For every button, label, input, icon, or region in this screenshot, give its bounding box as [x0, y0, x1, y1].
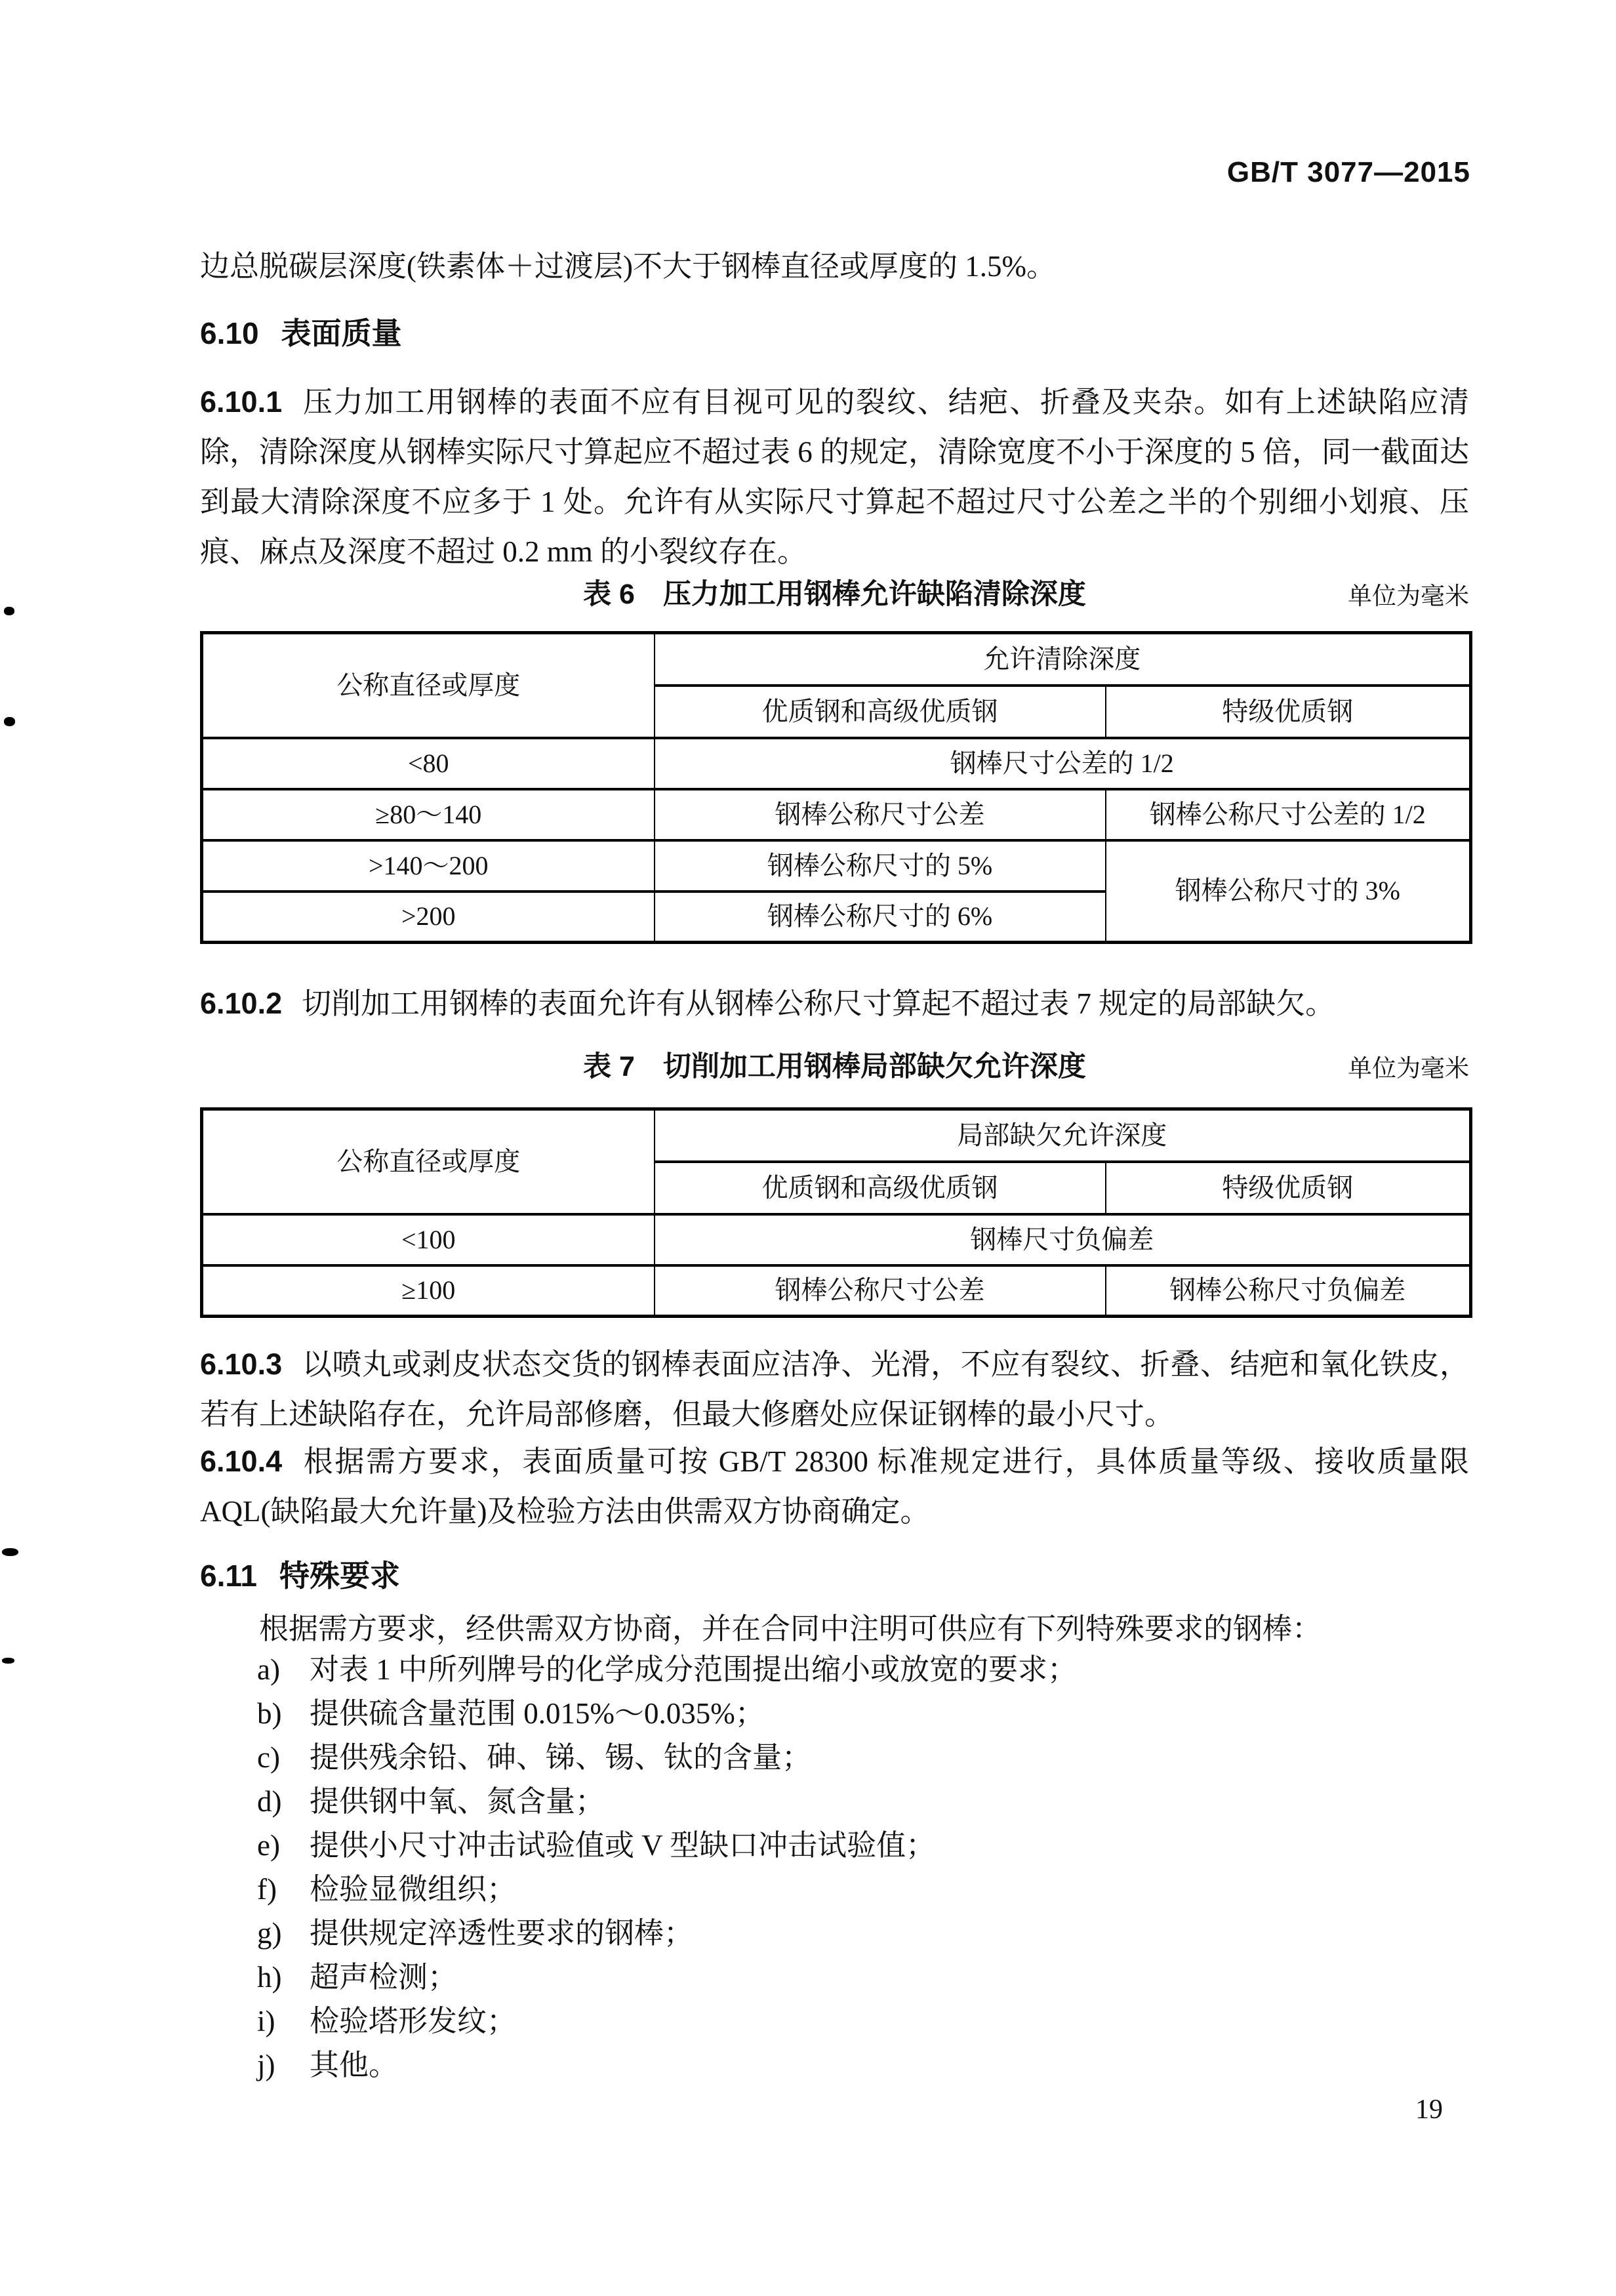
clause-number: 6.10.2: [200, 987, 283, 1020]
clause-number: 6.10.1: [200, 385, 283, 419]
clause-611-intro: [200, 1604, 1469, 1654]
table6-r1-value: 钢棒尺寸公差的 1/2: [655, 738, 1471, 789]
table6-r1-size: <80: [202, 738, 655, 789]
list-item-text: 提供残余铅、砷、锑、锡、钛的含量；: [310, 1741, 812, 1774]
table-row: [202, 1265, 1471, 1317]
table7-caption-row: [200, 1048, 1469, 1085]
list-item: [257, 1912, 1470, 1956]
table7-r2-special: 钢棒公称尺寸负偏差: [1106, 1265, 1471, 1317]
clause-text: 以喷丸或剥皮状态交货的钢棒表面应洁净、光滑，不应有裂纹、折叠、结疤和氧化铁皮，若有上述缺陷存在，允许局部修磨，但最大修磨处应保证钢棒的最小尺寸。: [200, 1348, 1469, 1431]
page-number: 19: [1415, 2095, 1443, 2125]
list-item-text: 对表 1 中所列牌号的化学成分范围提出缩小或放宽的要求；: [310, 1653, 1078, 1686]
clause-number: 6.10.3: [200, 1347, 283, 1381]
table-row: [202, 1109, 1471, 1162]
table7-group-header: 局部缺欠允许深度: [655, 1109, 1471, 1162]
table6-unit-note: 单位为毫米: [1348, 583, 1469, 610]
list-item-text: 检验塔形发纹；: [310, 2005, 517, 2038]
table7-size-header: 公称直径或厚度: [202, 1109, 655, 1214]
section-heading-611: [200, 1556, 1469, 1595]
table6-r2-size: ≥80～140: [202, 789, 655, 840]
table7-unit-note: 单位为毫米: [1348, 1056, 1469, 1082]
clause-6103: [200, 1340, 1469, 1439]
list-item: [257, 1956, 1470, 1999]
list-item: [257, 1736, 1470, 1780]
scan-artifact-mark: [2, 1548, 18, 1556]
table6-group-header: 允许清除深度: [655, 633, 1471, 686]
table-row: [202, 633, 1471, 686]
clause-text: 根据需方要求，表面质量可按 GB/T 28300 标准规定进行，具体质量等级、接收质量限 AQL(缺陷最大允许量)及检验方法由供需双方协商确定。: [200, 1445, 1469, 1528]
table6-subheader-special: 特级优质钢: [1106, 686, 1471, 738]
scan-artifact-mark: [4, 717, 15, 726]
table6-r3-quality: 钢棒公称尺寸的 5%: [655, 840, 1106, 892]
list-item-text: 超声检测；: [310, 1961, 458, 1994]
table7-caption: 表 7 切削加工用钢棒局部缺欠允许深度: [583, 1051, 1086, 1082]
table6-r4-quality: 钢棒公称尺寸的 6%: [655, 892, 1106, 943]
paragraph-text: 边总脱碳层深度(铁素体＋过渡层)不大于钢棒直径或厚度的 1.5%。: [200, 250, 1056, 283]
clause-text: 压力加工用钢棒的表面不应有目视可见的裂纹、结疤、折叠及夹杂。如有上述缺陷应清除，清除深度从钢棒实际尺寸算起应不超过表 6 的规定，清除宽度不小于深度的 5 倍，同一截面达到最大清除深度不应多于 1 处。允许有从实际尺寸算起不超过尺寸公差之半的个别细小划痕、压痕、麻点及深度不超过 0.2 mm 的小裂纹存在。: [200, 386, 1470, 568]
standard-code: GB/T 3077—2015: [1226, 156, 1470, 188]
paragraph-decarburization: [200, 241, 1469, 291]
table6-r4-size: >200: [202, 892, 655, 943]
list-item-label: d): [257, 1785, 282, 1818]
clause-6101: [200, 377, 1469, 577]
list-item-label: e): [257, 1829, 280, 1862]
section-title: 表面质量: [281, 316, 402, 350]
table6-r3-size: >140～200: [202, 840, 655, 892]
section-number: 6.10: [200, 316, 259, 350]
table-row: [202, 1214, 1471, 1265]
list-item-text: 其他。: [310, 2049, 399, 2081]
list-item: [257, 2043, 1470, 2087]
table-row: [202, 789, 1471, 840]
special-requirements-list: [257, 1648, 1470, 2087]
table6-subheader-quality: 优质钢和高级优质钢: [655, 686, 1106, 738]
list-item: [257, 1648, 1470, 1692]
clause-text: 根据需方要求，经供需双方协商，并在合同中注明可供应有下列特殊要求的钢棒：: [259, 1612, 1322, 1645]
table7-subheader-quality: 优质钢和高级优质钢: [655, 1162, 1106, 1214]
list-item-text: 提供硫含量范围 0.015%～0.035%；: [310, 1697, 765, 1730]
table6-r3-special: 钢棒公称尺寸的 3%: [1106, 840, 1471, 943]
list-item-text: 提供小尺寸冲击试验值或 V 型缺口冲击试验值；: [310, 1829, 936, 1862]
table-row: [202, 840, 1471, 892]
table-7: [200, 1107, 1472, 1318]
list-item-label: j): [257, 2049, 275, 2081]
list-item: [257, 1692, 1470, 1736]
clause-number: 6.10.4: [200, 1445, 283, 1478]
list-item: [257, 1868, 1470, 1912]
list-item-label: c): [257, 1741, 280, 1774]
section-heading-610: [200, 314, 1469, 353]
clause-text: 切削加工用钢棒的表面允许有从钢棒公称尺寸算起不超过表 7 规定的局部缺欠。: [302, 987, 1335, 1020]
list-item: [257, 1999, 1470, 2043]
clause-6104: [200, 1437, 1469, 1536]
list-item: [257, 1780, 1470, 1824]
table7-r1-size: <100: [202, 1214, 655, 1265]
scan-artifact-mark: [4, 607, 14, 615]
table7-r2-size: ≥100: [202, 1265, 655, 1317]
section-title: 特殊要求: [279, 1559, 400, 1593]
list-item: [257, 1824, 1470, 1868]
list-item-text: 检验显微组织；: [310, 1873, 517, 1906]
list-item-label: g): [257, 1917, 282, 1950]
list-item-label: f): [257, 1873, 277, 1906]
table6-r2-quality: 钢棒公称尺寸公差: [655, 789, 1106, 840]
list-item-text: 提供规定淬透性要求的钢棒；: [310, 1917, 694, 1950]
table6-r2-special: 钢棒公称尺寸公差的 1/2: [1106, 789, 1471, 840]
list-item-label: h): [257, 1961, 282, 1994]
list-item-label: i): [257, 2005, 275, 2038]
table7-r1-value: 钢棒尺寸负偏差: [655, 1214, 1471, 1265]
table7-r2-quality: 钢棒公称尺寸公差: [655, 1265, 1106, 1317]
table6-caption-row: [200, 576, 1469, 613]
table6-caption: 表 6 压力加工用钢棒允许缺陷清除深度: [583, 579, 1086, 610]
clause-6102: [200, 979, 1469, 1029]
list-item-text: 提供钢中氧、氮含量；: [310, 1785, 605, 1818]
list-item-label: a): [257, 1653, 280, 1686]
table-row: [202, 738, 1471, 789]
scan-artifact-mark: [2, 1658, 14, 1664]
section-number: 6.11: [200, 1559, 257, 1593]
table-6: [200, 631, 1472, 944]
list-item-label: b): [257, 1697, 282, 1730]
table6-size-header: 公称直径或厚度: [202, 633, 655, 738]
table7-subheader-special: 特级优质钢: [1106, 1162, 1471, 1214]
